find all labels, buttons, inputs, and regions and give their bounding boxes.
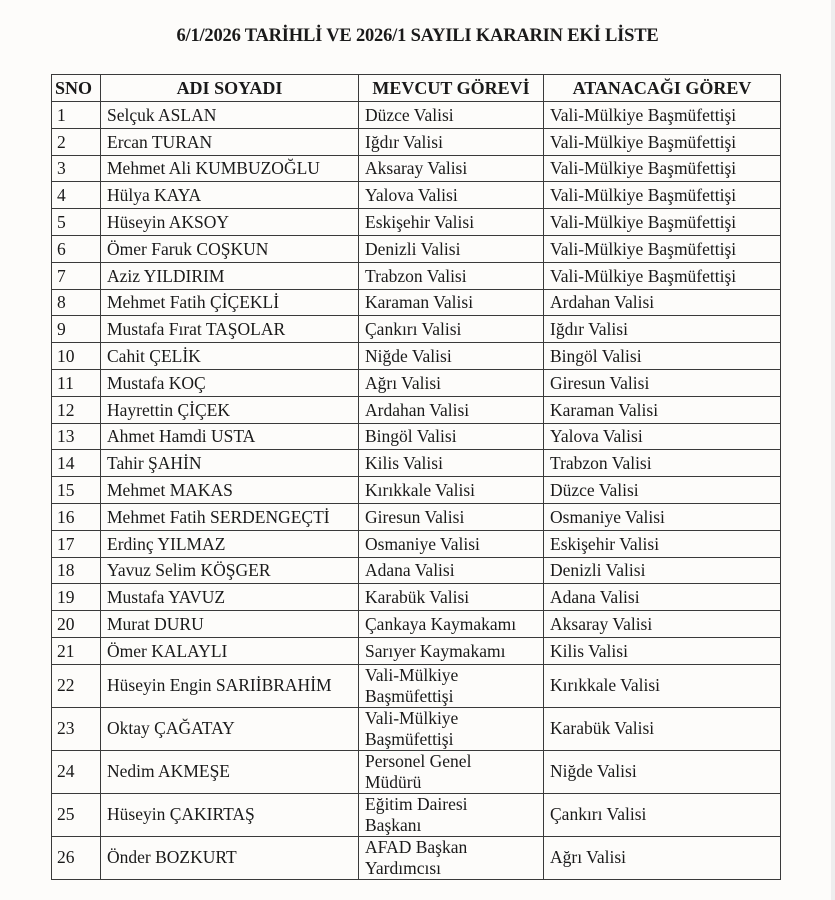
cell-sno: 25 [52,793,101,836]
cell-new-position: Vali-Mülkiye Başmüfettişi [544,182,781,209]
cell-sno: 12 [52,396,101,423]
appointment-table [51,74,781,880]
cell-new-position: Niğde Valisi [544,750,781,793]
cell-new-position: Vali-Mülkiye Başmüfettişi [544,102,781,129]
cell-sno: 23 [52,707,101,750]
header-name: ADI SOYADI [101,75,359,102]
cell-name: Hayrettin ÇİÇEK [101,396,359,423]
cell-new-position: Karabük Valisi [544,707,781,750]
cell-name: Nedim AKMEŞE [101,750,359,793]
cell-name: Cahit ÇELİK [101,343,359,370]
cell-new-position: Vali-Mülkiye Başmüfettişi [544,209,781,236]
cell-name: Erdinç YILMAZ [101,530,359,557]
cell-name: Selçuk ASLAN [101,102,359,129]
cell-name: Mustafa YAVUZ [101,584,359,611]
table-row [52,262,781,289]
cell-current-position: Personel Genel Müdürü [359,750,544,793]
cell-new-position: Osmaniye Valisi [544,503,781,530]
cell-sno: 4 [52,182,101,209]
table-row [52,182,781,209]
cell-current-position: Kilis Valisi [359,450,544,477]
cell-current-position: Niğde Valisi [359,343,544,370]
cell-sno: 21 [52,637,101,664]
header-new-position: ATANACAĞI GÖREV [544,75,781,102]
table-row [52,750,781,793]
table-row [52,664,781,707]
table-row [52,637,781,664]
cell-sno: 6 [52,235,101,262]
cell-sno: 2 [52,128,101,155]
cell-name: Oktay ÇAĞATAY [101,707,359,750]
table-row [52,557,781,584]
cell-new-position: Kilis Valisi [544,637,781,664]
table-row [52,235,781,262]
table-row [52,289,781,316]
cell-current-position: Denizli Valisi [359,235,544,262]
table-row [52,209,781,236]
cell-new-position: Kırıkkale Valisi [544,664,781,707]
cell-name: Önder BOZKURT [101,836,359,879]
table-row [52,155,781,182]
cell-new-position: Vali-Mülkiye Başmüfettişi [544,128,781,155]
cell-sno: 16 [52,503,101,530]
table-row [52,584,781,611]
cell-current-position: Çankırı Valisi [359,316,544,343]
cell-name: Ercan TURAN [101,128,359,155]
cell-name: Mustafa Fırat TAŞOLAR [101,316,359,343]
cell-current-position: Vali-Mülkiye Başmüfettişi [359,664,544,707]
cell-name: Hüseyin ÇAKIRTAŞ [101,793,359,836]
cell-sno: 26 [52,836,101,879]
table-row [52,423,781,450]
cell-current-position: Karabük Valisi [359,584,544,611]
page-edge [831,0,835,900]
cell-current-position: AFAD Başkan Yardımcısı [359,836,544,879]
document-title: 6/1/2026 TARİHLİ VE 2026/1 SAYILI KARARIN EKİ LİSTE [176,26,659,46]
cell-name: Hülya KAYA [101,182,359,209]
cell-new-position: Yalova Valisi [544,423,781,450]
table-row [52,369,781,396]
cell-new-position: Karaman Valisi [544,396,781,423]
cell-name: Hüseyin AKSOY [101,209,359,236]
cell-new-position: Vali-Mülkiye Başmüfettişi [544,235,781,262]
cell-name: Mehmet MAKAS [101,477,359,504]
cell-name: Aziz YILDIRIM [101,262,359,289]
cell-sno: 7 [52,262,101,289]
cell-sno: 3 [52,155,101,182]
cell-current-position: Adana Valisi [359,557,544,584]
cell-new-position: Ağrı Valisi [544,836,781,879]
table-row [52,836,781,879]
cell-current-position: Osmaniye Valisi [359,530,544,557]
cell-sno: 9 [52,316,101,343]
table-row [52,477,781,504]
cell-name: Yavuz Selim KÖŞGER [101,557,359,584]
cell-current-position: Trabzon Valisi [359,262,544,289]
cell-name: Ömer KALAYLI [101,637,359,664]
header-current-position: MEVCUT GÖREVİ [359,75,544,102]
cell-sno: 19 [52,584,101,611]
cell-current-position: Bingöl Valisi [359,423,544,450]
cell-name: Mehmet Fatih SERDENGEÇTİ [101,503,359,530]
cell-current-position: Vali-Mülkiye Başmüfettişi [359,707,544,750]
cell-name: Mehmet Fatih ÇİÇEKLİ [101,289,359,316]
table-header-row [52,75,781,102]
table-row [52,102,781,129]
cell-new-position: Ardahan Valisi [544,289,781,316]
table-row [52,316,781,343]
cell-new-position: Trabzon Valisi [544,450,781,477]
cell-sno: 1 [52,102,101,129]
cell-current-position: Ardahan Valisi [359,396,544,423]
cell-current-position: Iğdır Valisi [359,128,544,155]
cell-sno: 5 [52,209,101,236]
cell-current-position: Eğitim Dairesi Başkanı [359,793,544,836]
cell-new-position: Vali-Mülkiye Başmüfettişi [544,262,781,289]
table-row [52,396,781,423]
table-row [52,793,781,836]
cell-current-position: Kırıkkale Valisi [359,477,544,504]
cell-current-position: Düzce Valisi [359,102,544,129]
cell-name: Tahir ŞAHİN [101,450,359,477]
cell-current-position: Çankaya Kaymakamı [359,611,544,638]
cell-name: Mustafa KOÇ [101,369,359,396]
cell-sno: 18 [52,557,101,584]
cell-new-position: Iğdır Valisi [544,316,781,343]
cell-current-position: Aksaray Valisi [359,155,544,182]
cell-current-position: Yalova Valisi [359,182,544,209]
cell-current-position: Karaman Valisi [359,289,544,316]
cell-new-position: Eskişehir Valisi [544,530,781,557]
cell-new-position: Giresun Valisi [544,369,781,396]
cell-sno: 24 [52,750,101,793]
cell-current-position: Ağrı Valisi [359,369,544,396]
cell-sno: 22 [52,664,101,707]
cell-new-position: Bingöl Valisi [544,343,781,370]
cell-name: Ahmet Hamdi USTA [101,423,359,450]
table-row [52,128,781,155]
cell-new-position: Aksaray Valisi [544,611,781,638]
cell-current-position: Giresun Valisi [359,503,544,530]
table-row [52,343,781,370]
cell-current-position: Sarıyer Kaymakamı [359,637,544,664]
cell-sno: 8 [52,289,101,316]
table-row [52,611,781,638]
cell-new-position: Düzce Valisi [544,477,781,504]
cell-name: Hüseyin Engin SARIİBRAHİM [101,664,359,707]
cell-name: Murat DURU [101,611,359,638]
cell-new-position: Vali-Mülkiye Başmüfettişi [544,155,781,182]
cell-name: Ömer Faruk COŞKUN [101,235,359,262]
cell-sno: 10 [52,343,101,370]
cell-new-position: Denizli Valisi [544,557,781,584]
table-row [52,450,781,477]
table-row [52,707,781,750]
cell-sno: 13 [52,423,101,450]
cell-name: Mehmet Ali KUMBUZOĞLU [101,155,359,182]
table-row [52,530,781,557]
cell-sno: 20 [52,611,101,638]
cell-current-position: Eskişehir Valisi [359,209,544,236]
cell-new-position: Çankırı Valisi [544,793,781,836]
cell-sno: 15 [52,477,101,504]
cell-new-position: Adana Valisi [544,584,781,611]
header-sno: SNO [52,75,101,102]
cell-sno: 14 [52,450,101,477]
cell-sno: 17 [52,530,101,557]
table-row [52,503,781,530]
cell-sno: 11 [52,369,101,396]
